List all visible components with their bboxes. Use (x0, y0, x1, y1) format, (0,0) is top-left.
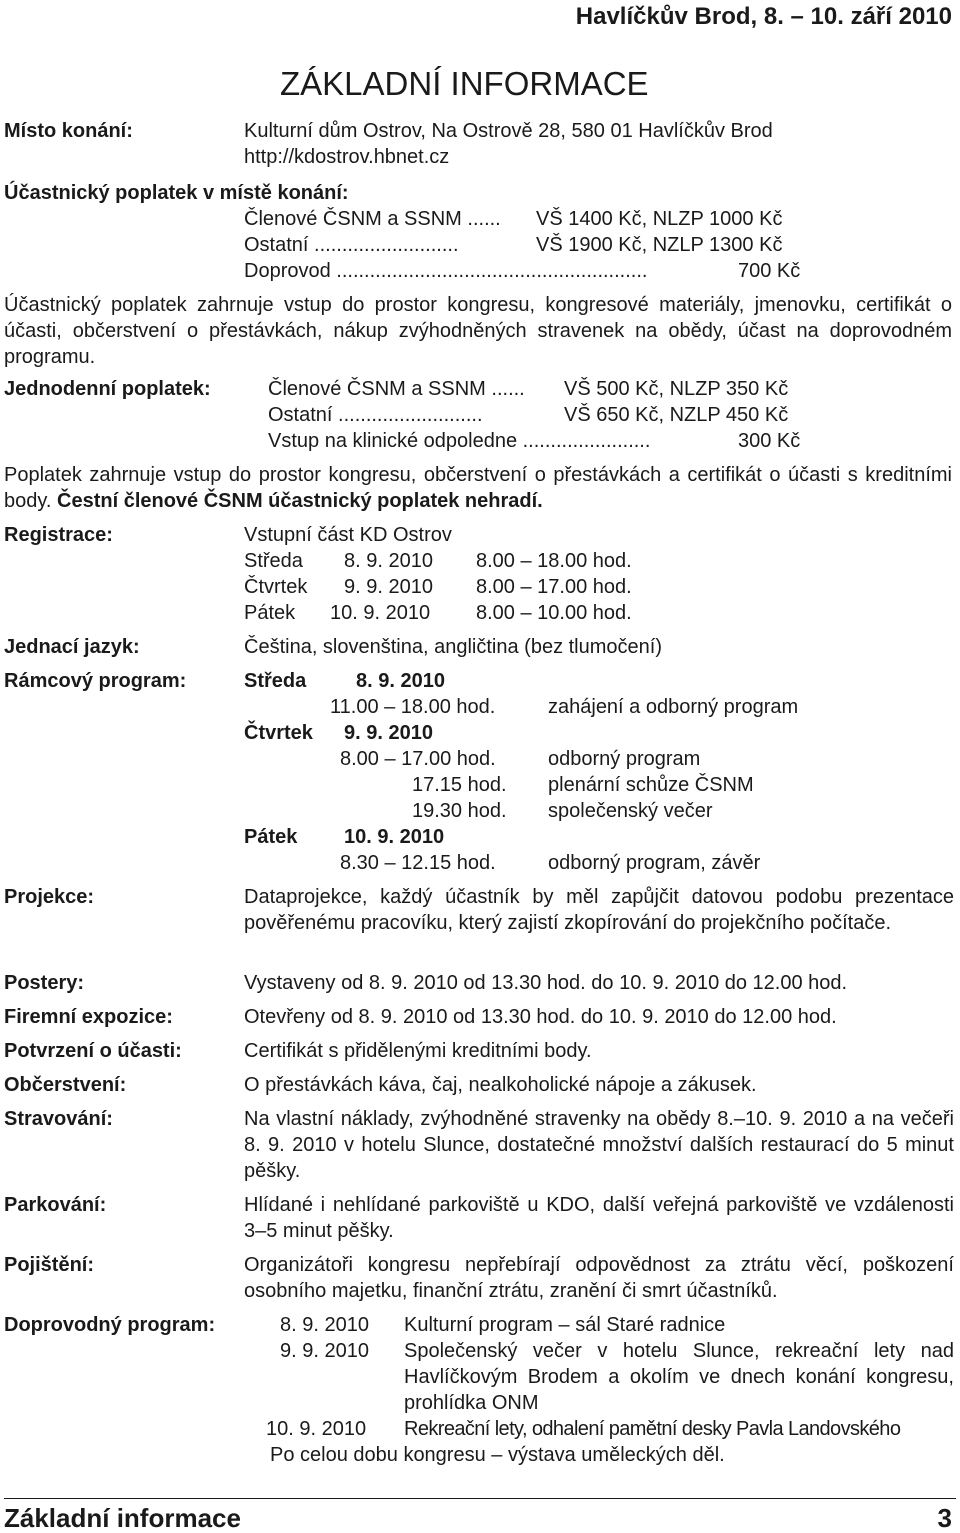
program-date: 9. 9. 2010 (344, 722, 433, 744)
info-value: Vystaveny od 8. 9. 2010 od 13.30 hod. do 10. 9. 2010 do 12.00 hod. (244, 972, 848, 994)
day-fee-note-text: Poplatek zahrnuje vstup do prostor kongresu, občerstvení o přestávkách a certifikát o účasti s kreditními body. (4, 464, 952, 512)
venue-label: Místo konání: (4, 120, 133, 142)
registration-label: Registrace: (4, 524, 113, 546)
program-desc: společenský večer (548, 800, 713, 822)
info-value: Dataprojekce, každý účastník by měl zapůjčit datovou podobu prezentace pověřenému pracovíku, který zajistí zkopírování do projekčního počítače. (244, 886, 954, 934)
venue-url: http://kdostrov.hbnet.cz (244, 146, 450, 168)
registration-date: 9. 9. 2010 (344, 576, 433, 598)
info-value: Certifikát s přidělenými kreditními body. (244, 1040, 592, 1062)
side-program-date: 8. 9. 2010 (280, 1314, 369, 1336)
program-time: 8.30 – 12.15 hod. (340, 852, 496, 874)
footer-rule (4, 1498, 956, 1499)
program-time: 11.00 – 18.00 hod. (330, 696, 496, 718)
side-program-date: 10. 9. 2010 (266, 1418, 367, 1440)
info-label: Potvrzení o účasti: (4, 1040, 182, 1062)
registration-day: Středa (244, 550, 303, 572)
program-time: 17.15 hod. (412, 774, 507, 796)
info-label: Parkování: (4, 1194, 107, 1216)
info-label: Stravování: (4, 1108, 113, 1130)
page-number: 3 (937, 1503, 952, 1533)
info-value: Hlídané i nehlídané parkoviště u KDO, další veřejná parkoviště ve vzdálenosti 3–5 minut pěšky. (244, 1194, 954, 1242)
fee-row-label: Členové ČSNM a SSNM ...... (244, 208, 501, 230)
program-day: Čtvrtek (244, 722, 313, 744)
fee-row-value: VŠ 1900 Kč, NZLP 1300 Kč (536, 234, 783, 256)
day-fee-row-value: 300 Kč (738, 430, 801, 452)
registration-day: Čtvrtek (244, 576, 308, 598)
program-date: 8. 9. 2010 (356, 670, 445, 692)
info-label: Postery: (4, 972, 85, 994)
day-fee-label: Jednodenní poplatek: (4, 378, 211, 400)
program-desc: zahájení a odborný program (548, 696, 799, 718)
registration-date: 10. 9. 2010 (330, 602, 431, 624)
info-value: Organizátoři kongresu nepřebírají odpovědnost za ztrátu věcí, poškození osobního majetku, finanční ztrátu, zranění či smrt účastníků. (244, 1254, 954, 1302)
day-fee-row-value: VŠ 500 Kč, NLZP 350 Kč (564, 378, 789, 400)
fee-row-value: 700 Kč (738, 260, 801, 282)
fee-row-label: Doprovod ........................................................ (244, 260, 648, 282)
side-program-desc: Kulturní program – sál Staré radnice (404, 1314, 726, 1336)
program-time: 19.30 hod. (412, 800, 507, 822)
program-time: 8.00 – 17.00 hod. (340, 748, 496, 770)
registration-time: 8.00 – 18.00 hod. (476, 550, 632, 572)
program-date: 10. 9. 2010 (344, 826, 445, 848)
fee-row-value: VŠ 1400 Kč, NLZP 1000 Kč (536, 208, 783, 230)
side-program-note: Po celou dobu kongresu – výstava uměleckých děl. (270, 1444, 725, 1466)
side-program-label: Doprovodný program: (4, 1314, 216, 1336)
info-label: Pojištění: (4, 1254, 95, 1276)
registration-day: Pátek (244, 602, 296, 624)
info-label: Projekce: (4, 886, 95, 908)
side-program-date: 9. 9. 2010 (280, 1340, 369, 1362)
fee-note: Účastnický poplatek zahrnuje vstup do prostor kongresu, kongresové materiály, jmenovku, certifikát o účasti, občerstvení o přestávkách, nákup zvýhodněných stravenek na obědy, účast na doprovodném programu. (4, 294, 952, 368)
venue-value: Kulturní dům Ostrov, Na Ostrově 28, 580 01 Havlíčkův Brod (244, 120, 773, 142)
registration-place: Vstupní část KD Ostrov (244, 524, 452, 546)
language-value: Čeština, slovenština, angličtina (bez tlumočení) (244, 636, 662, 658)
program-desc: odborný program, závěr (548, 852, 761, 874)
footer-section: Základní informace (4, 1503, 241, 1533)
day-fee-row-label: Ostatní .......................... (268, 404, 483, 426)
side-program-desc: Rekreační lety, odhalení pamětní desky Pavla Landovského (404, 1418, 901, 1440)
day-fee-row-label: Vstup na klinické odpoledne ....................... (268, 430, 651, 452)
program-day: Středa (244, 670, 307, 692)
fee-heading: Účastnický poplatek v místě konání: (4, 182, 349, 204)
fee-row-label: Ostatní .......................... (244, 234, 459, 256)
info-value: Otevřeny od 8. 9. 2010 od 13.30 hod. do 10. 9. 2010 do 12.00 hod. (244, 1006, 837, 1028)
info-label: Firemní expozice: (4, 1006, 173, 1028)
day-fee-note (4, 462, 952, 514)
program-desc: plenární schůze ČSNM (548, 774, 754, 796)
registration-time: 8.00 – 10.00 hod. (476, 602, 632, 624)
registration-date: 8. 9. 2010 (344, 550, 433, 572)
program-day: Pátek (244, 826, 298, 848)
registration-time: 8.00 – 17.00 hod. (476, 576, 632, 598)
info-value: O přestávkách káva, čaj, nealkoholické nápoje a zákusek. (244, 1074, 757, 1096)
language-label: Jednací jazyk: (4, 636, 140, 658)
page-title: ZÁKLADNÍ INFORMACE (280, 65, 649, 102)
info-value: Na vlastní náklady, zvýhodněné stravenky na obědy 8.–10. 9. 2010 a na večeři 8. 9. 2010 v hotelu Slunce, dostatečné množství dalších restaurací do 5 minut pěšky. (244, 1108, 954, 1182)
program-label: Rámcový program: (4, 670, 187, 692)
program-desc: odborný program (548, 748, 701, 770)
info-label: Občerstvení: (4, 1074, 127, 1096)
day-fee-note-bold: Čestní členové ČSNM účastnický poplatek nehradí. (57, 490, 543, 512)
day-fee-row-label: Členové ČSNM a SSNM ...... (268, 378, 525, 400)
event-header: Havlíčkův Brod, 8. – 10. září 2010 (575, 3, 952, 30)
day-fee-row-value: VŠ 650 Kč, NZLP 450 Kč (564, 404, 789, 426)
side-program-desc: Společenský večer v hotelu Slunce, rekreační lety nad Havlíčkovým Brodem a okolím ve dnech konání kongresu, prohlídka ONM (404, 1340, 954, 1414)
